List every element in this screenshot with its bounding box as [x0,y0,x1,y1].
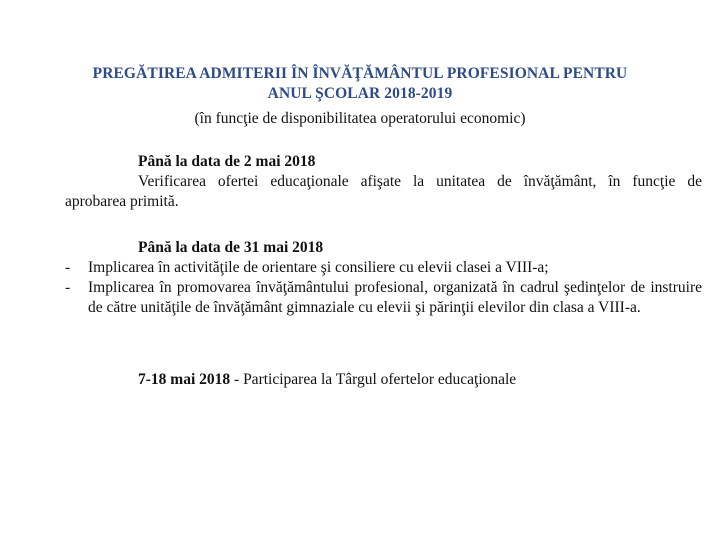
section-event-line [65,370,702,390]
list-item [65,278,702,318]
list-item-text: Implicarea în promovarea învăţământului profesional, organizată în cadrul şedinţelor de instruire de către unităţile de învăţământ gimnaziale cu elevii şi părinţii elevilor din clasa a VIII-a. [88,279,702,316]
section-date: 7-18 mai 2018 [138,371,231,388]
section-targul-ofertelor [65,370,702,390]
list-item-text: Implicarea în activităţile de orientare şi consiliere cu elevii clasei a VIII-a; [88,259,549,276]
section-text-line-2: aprobarea primită. [65,193,179,210]
section-deadline-2-mai [65,152,702,212]
title-line-2: ANUL ŞCOLAR 2018-2019 [267,85,453,102]
page-subtitle: (în funcţie de disponibilitatea operatorului economic) [194,110,526,127]
section-deadline-31-mai [65,238,702,318]
list-item [65,258,702,278]
section-text-line-1: Verificarea ofertei educaţionale afişate la unitatea de învăţământ, în funcţie de [138,173,702,190]
bullet-list [65,258,702,318]
dash-bullet: - [65,259,71,276]
section-date: Până la data de 2 mai 2018 [138,153,316,170]
section-date: Până la data de 31 mai 2018 [138,239,324,256]
page-title [60,64,660,104]
section-separator: - [230,371,244,388]
title-line-1: PREGĂTIREA ADMITERII ÎN ÎNVĂŢĂMÂNTUL PROFESIONAL PENTRU [92,65,628,82]
section-text: Participarea la Târgul ofertelor educaţionale [243,371,517,388]
dash-bullet: - [65,279,71,296]
